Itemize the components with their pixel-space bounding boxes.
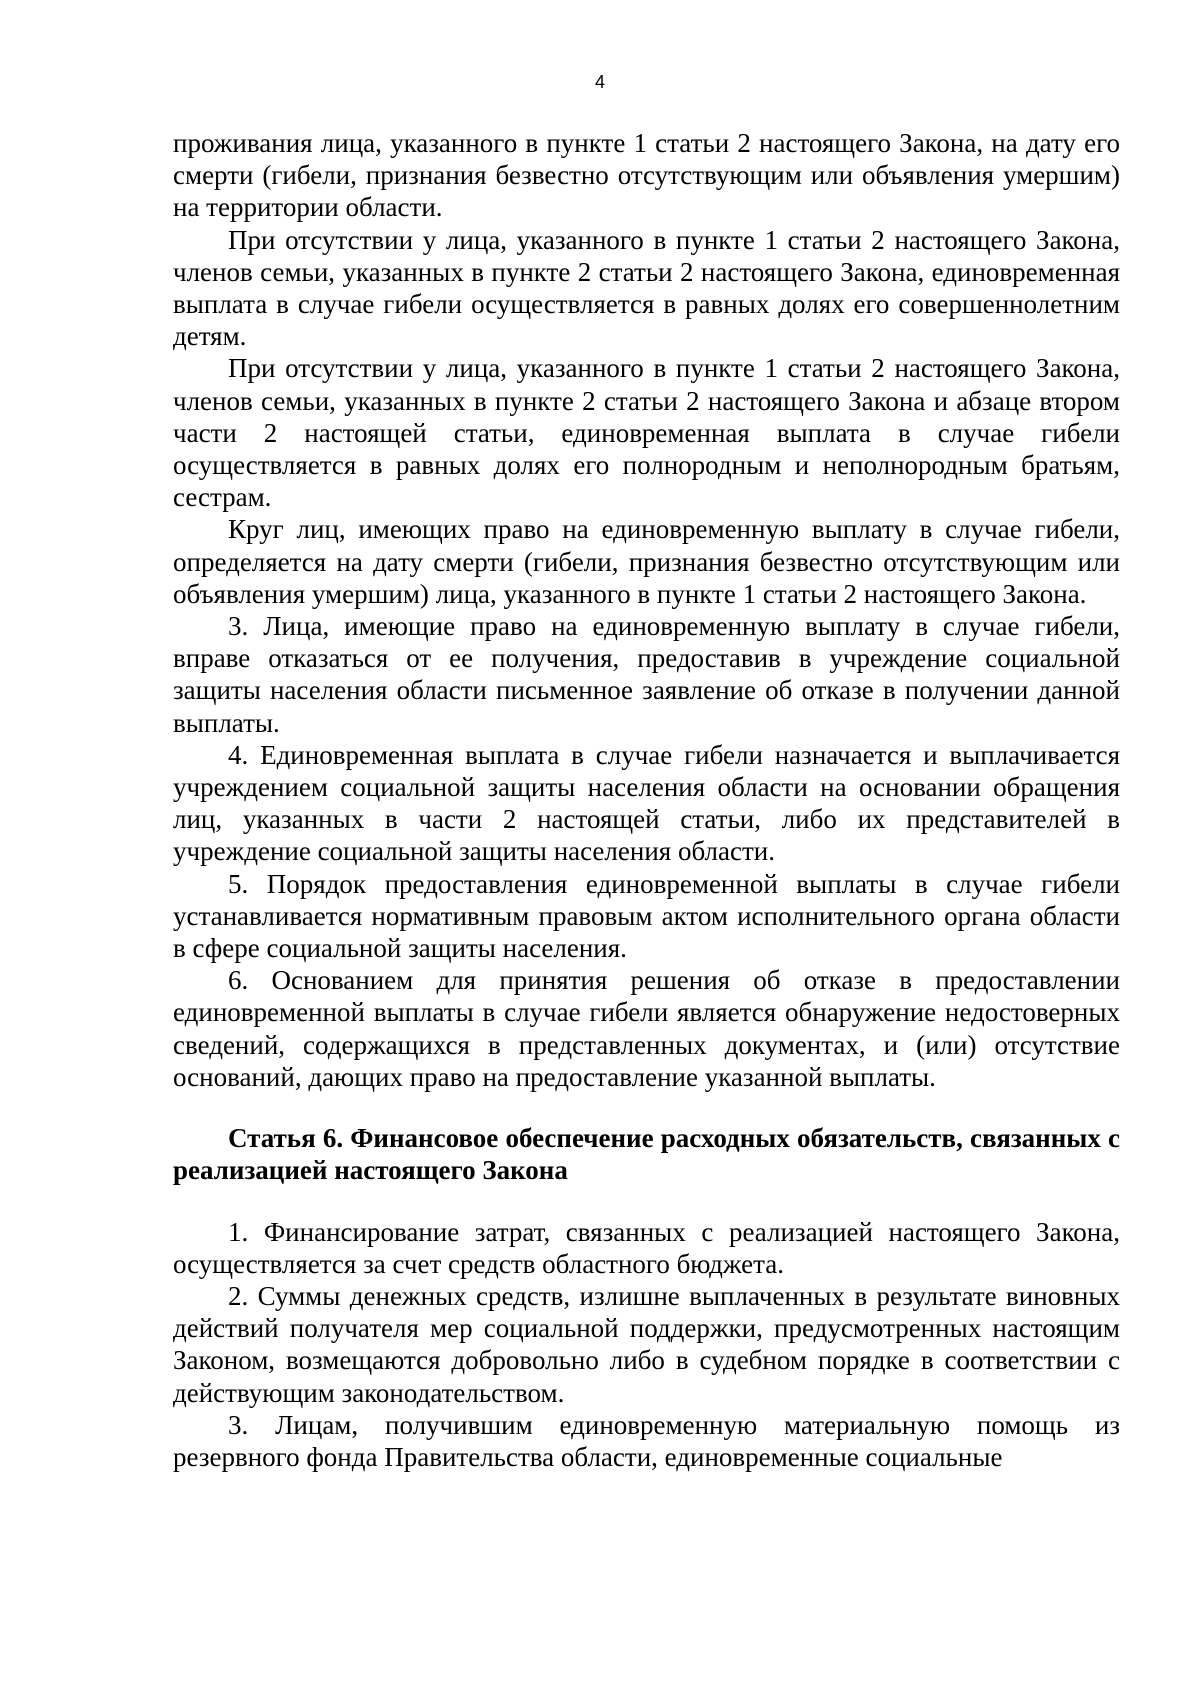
article-6-heading: Статья 6. Финансовое обеспечение расходных обязательств, связанных с реализацией настоящего Закона bbox=[173, 1123, 1120, 1186]
paragraph-article6-clause-3: 3. Лицам, получившим единовременную материальную помощь из резервного фонда Правительства области, единовременные социальные bbox=[173, 1409, 1120, 1472]
paragraph-article6-clause-2: 2. Суммы денежных средств, излишне выплаченных в результате виновных действий получателя мер социальной поддержки, предусмотренных настоящим Законом, возмещаются добровольно либо в судебном порядке в соответствии с действующим законодательством. bbox=[173, 1280, 1120, 1408]
paragraph-circle-of-persons: Круг лиц, имеющих право на единовременную выплату в случае гибели, определяется на дату смерти (гибели, признания безвестно отсутствующим или объявления умершим) лица, указанного в пункте 1 статьи 2 настоящего Закона. bbox=[173, 514, 1120, 609]
document-body bbox=[173, 127, 1120, 1473]
paragraph-clause-3: 3. Лица, имеющие право на единовременную выплату в случае гибели, вправе отказаться от ее получения, предоставив в учреждение социальной защиты населения области письменное заявление об отказе в получении данной выплаты. bbox=[173, 611, 1120, 738]
page-number: 4 bbox=[594, 72, 605, 92]
paragraph-article6-clause-1: 1. Финансирование затрат, связанных с реализацией настоящего Закона, осуществляется за счет средств областного бюджета. bbox=[173, 1216, 1120, 1279]
paragraph-siblings: При отсутствии у лица, указанного в пункте 1 статьи 2 настоящего Закона, членов семьи, указанных в пункте 2 статьи 2 настоящего Закона и абзаце втором части 2 настоящей статьи, единовременная выплата в случае гибели осуществляется в равных долях его полнородным и неполнородным братьям, сестрам. bbox=[173, 353, 1120, 513]
paragraph-clause-5: 5. Порядок предоставления единовременной выплаты в случае гибели устанавливается нормативным правовым актом исполнительного органа области в сфере социальной защиты населения. bbox=[173, 868, 1120, 964]
paragraph-clause-6: 6. Основанием для принятия решения об отказе в предоставлении единовременной выплаты в случае гибели является обнаружение недостоверных сведений, содержащихся в представленных документах, и (или) отсутствие оснований, дающих право на предоставление указанной выплаты. bbox=[173, 965, 1120, 1092]
paragraph-clause-4: 4. Единовременная выплата в случае гибели назначается и выплачивается учреждением социальной защиты населения области на основании обращения лиц, указанных в части 2 настоящей статьи, либо их представителей в учреждение социальной защиты населения области. bbox=[173, 739, 1120, 867]
paragraph-continuation: проживания лица, указанного в пункте 1 статьи 2 настоящего Закона, на дату его смерти (гибели, признания безвестно отсутствующим или объявления умершим) на территории области. bbox=[173, 128, 1120, 223]
paragraph-no-family: При отсутствии у лица, указанного в пункте 1 статьи 2 настоящего Закона, членов семьи, указанных в пункте 2 статьи 2 настоящего Закона, единовременная выплата в случае гибели осуществляется в равных долях его совершеннолетним детям. bbox=[173, 224, 1120, 352]
